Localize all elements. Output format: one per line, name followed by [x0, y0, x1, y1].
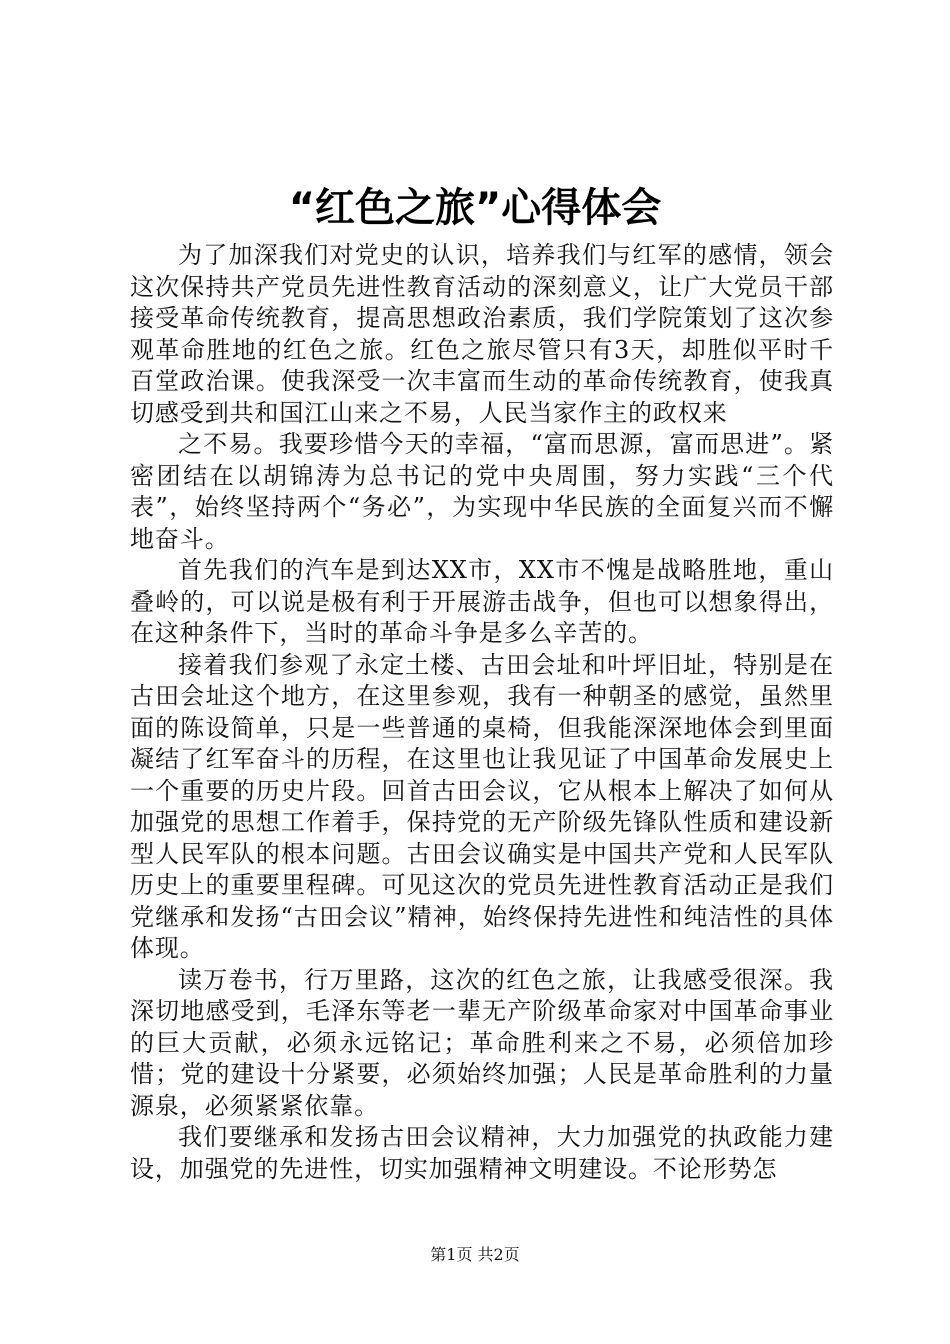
paragraph: 接着我们参观了永定土楼、古田会址和叶坪旧址，特别是在古田会址这个地方，在这里参观，我有一种朝圣的感觉，虽然里面的陈设简单，只是一些普通的桌椅，但我能深深地体会到里面凝结了红军奋斗的历程，在这里也让我见证了中国革命发展史上一个重要的历史片段。回首古田会议，它从根本上解决了如何从加强党的思想工作着手，保持党的无产阶级先锋队性质和建设新型人民军队的根本问题。古田会议确实是中国共产党和人民军队历史上的重要里程碑。可见这次的党员先进性教育活动正是我们党继承和发扬“古田会议”精神，始终保持先进性和纯洁性的具体体现。 [130, 650, 834, 962]
page-number-footer: 第1页 共2页 [430, 1245, 520, 1264]
paragraph: 之不易。我要珍惜今天的幸福，“富而思源，富而思进”。紧密团结在以胡锦涛为总书记的党中央周围，努力实践“三个代表”，始终坚持两个“务必”，为实现中华民族的全面复兴而不懈地奋斗。 [130, 430, 834, 553]
document-body [130, 240, 834, 1185]
document-title: “红色之旅”心得体会 [288, 185, 662, 231]
paragraph: 首先我们的汽车是到达XX市，XX市不愧是战略胜地，重山叠岭的，可以说是极有利于开展游击战争，但也可以想象得出，在这种条件下，当时的革命斗争是多么辛苦的。 [130, 556, 834, 647]
paragraph: 读万卷书，行万里路，这次的红色之旅，让我感受很深。我深切地感受到，毛泽东等老一辈无产阶级革命家对中国革命事业的巨大贡献，必须永远铭记；革命胜利来之不易，必须倍加珍惜；党的建设十分紧要，必须始终加强；人民是革命胜利的力量源泉，必须紧紧依靠。 [130, 965, 834, 1120]
paragraph: 为了加深我们对党史的认识，培养我们与红军的感情，领会这次保持共产党员先进性教育活动的深刻意义，让广大党员干部接受革命传统教育，提高思想政治素质，我们学院策划了这次参观革命胜地的红色之旅。红色之旅尽管只有3天，却胜似平时千百堂政治课。使我深受一次丰富而生动的革命传统教育，使我真切感受到共和国江山来之不易，人民当家作主的政权来 [130, 241, 834, 427]
paragraph: 我们要继承和发扬古田会议精神，大力加强党的执政能力建设，加强党的先进性，切实加强精神文明建设。不论形势怎 [130, 1123, 834, 1183]
